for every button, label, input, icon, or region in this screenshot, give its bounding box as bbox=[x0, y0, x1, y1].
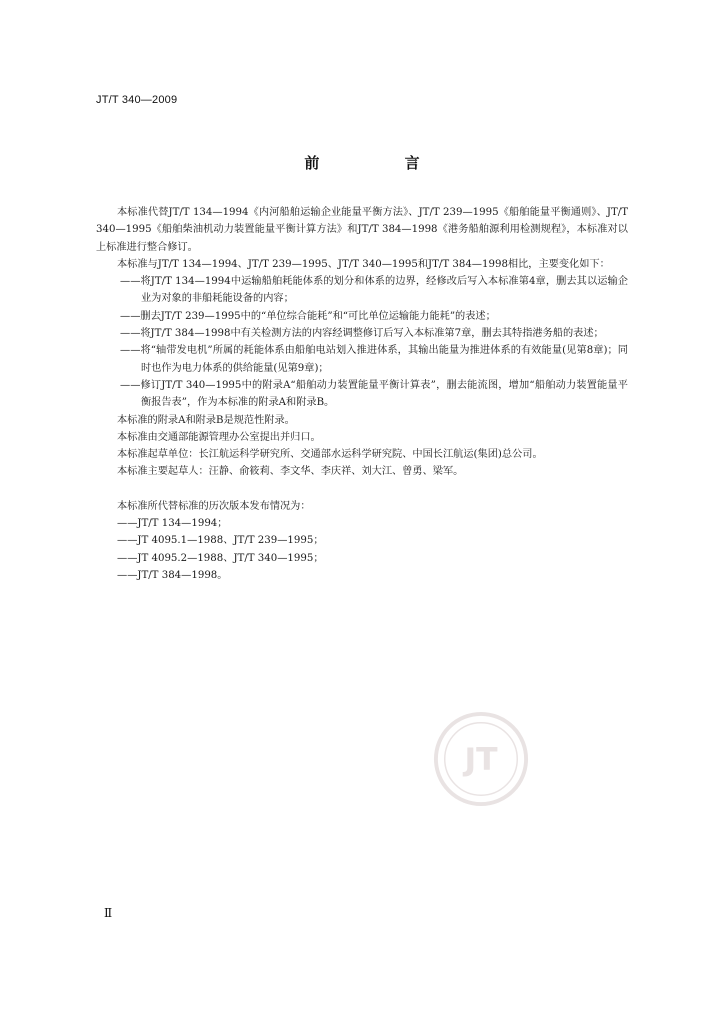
statement: 本标准的附录A和附录B是规范性附录。 bbox=[117, 414, 295, 426]
foreword-body bbox=[96, 204, 628, 584]
change-item: ——将JT/T 134—1994中运输船舶耗能体系的划分和体系的边界，经修改后写入本标准第4章，删去其以运输企业为对象的非船耗能设备的内容； bbox=[120, 276, 628, 305]
history-item: ——JT 4095.1—1988、JT/T 239—1995； bbox=[117, 535, 324, 547]
history-item: ——JT/T 134—1994； bbox=[117, 518, 228, 530]
change-item: ——将“轴带发电机”所属的耗能体系由船舶电站划入推进体系，其输出能量为推进体系的有效能量(见第8章)；同时也作为电力体系的供给能量(见第9章)； bbox=[120, 345, 628, 374]
spacer bbox=[96, 481, 628, 498]
jt-watermark-logo bbox=[432, 710, 530, 808]
page-number: Ⅱ bbox=[104, 906, 113, 920]
paragraph: 本标准代替JT/T 134—1994《内河船舶运输企业能量平衡方法》、JT/T 239—1995《船舶能量平衡通则》、JT/T 340—1995《船舶柴油机动力装置能量平衡计算方法》和JT/T 384—1998《港务船舶源利用检测规程》，本标准对以上标准进行整合修订。 bbox=[96, 207, 628, 253]
change-item: ——删去JT/T 239—1995中的“单位综合能耗”和“可比单位运输能力能耗”的表述； bbox=[120, 310, 496, 322]
history-item: ——JT 4095.2—1988、JT/T 340—1995； bbox=[117, 552, 324, 564]
statement: 本标准由交通部能源管理办公室提出并归口。 bbox=[117, 431, 321, 443]
change-item: ——修订JT/T 340—1995中的附录A“船舶动力装置能量平衡计算表”，删去能流图，增加“船舶动力装置能量平衡报告表”，作为本标准的附录A和附录B。 bbox=[120, 379, 628, 409]
change-item: ——将JT/T 384—1998中有关检测方法的内容经调整修订后写入本标准第7章，删去其特指港务船的表述； bbox=[120, 328, 604, 340]
svg-text:JT: JT bbox=[464, 741, 498, 778]
statement: 本标准起草单位：长江航运科学研究所、交通部水运科学研究院、中国长江航运(集团)总公司。 bbox=[117, 449, 543, 461]
history-intro: 本标准所代替标准的历次版本发布情况为： bbox=[117, 500, 311, 512]
history-item: ——JT/T 384—1998。 bbox=[117, 569, 228, 581]
document-code: JT/T 340—2009 bbox=[96, 94, 178, 106]
paragraph: 本标准与JT/T 134—1994、JT/T 239—1995、JT/T 340—1995和JT/T 384—1998相比，主要变化如下： bbox=[117, 258, 610, 270]
statement: 本标准主要起草人：汪静、俞筱莉、李文华、李庆祥、刘大江、曾勇、梁军。 bbox=[117, 466, 464, 478]
page-title: 前 言 bbox=[304, 154, 460, 172]
